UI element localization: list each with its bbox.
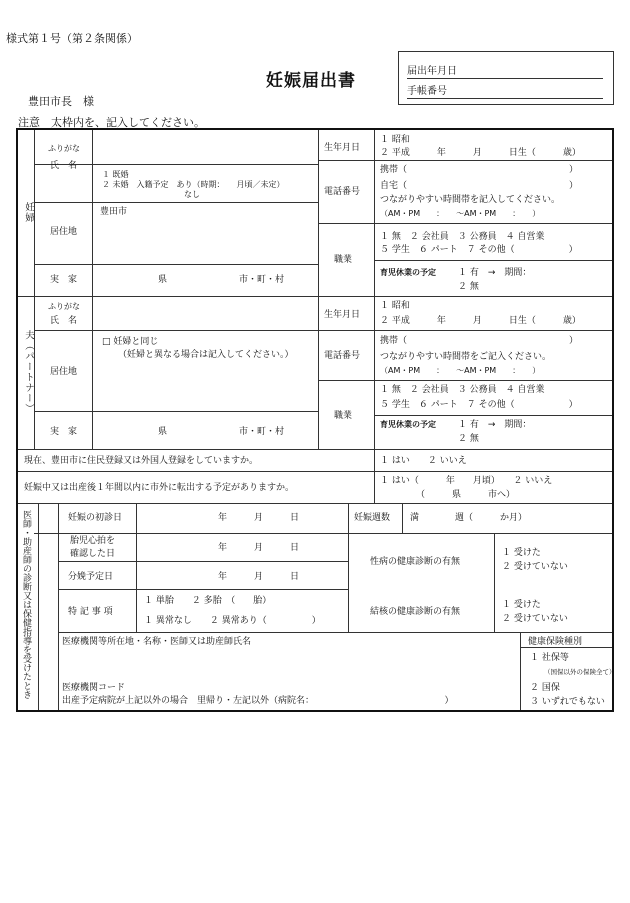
leave-option-1[interactable]: １ 有 → 期間： [458, 420, 532, 430]
marital-option-2[interactable]: ２ 未婚 入籍予定 あり（時期： 月頃／未定） [102, 180, 285, 189]
address-label: 居住地 [50, 227, 78, 237]
partner-section-label: 夫（パートナー） [23, 330, 34, 414]
birth-option-2[interactable]: ２ 平成 年 月 日生（ 歳） [380, 316, 581, 326]
notice-text: 注意 太枠内を、記入してください。 [18, 116, 205, 129]
home-value[interactable]: 県 市・町・村 [158, 427, 285, 437]
heartbeat-label-2: 確認した日 [70, 549, 116, 559]
submission-date-field[interactable]: 届出年月日 [407, 62, 603, 79]
notebook-number-field[interactable]: 手帳番号 [407, 82, 603, 99]
first-visit-label: 妊娠の初診日 [68, 513, 123, 523]
divider [38, 503, 39, 710]
std-check-label: 性病の健康診断の有無 [370, 557, 461, 567]
divider [520, 632, 521, 710]
clinic-label: 医療機関等所在地・名称・医師又は助産師氏名 [62, 637, 252, 647]
leave-option-2[interactable]: ２ 無 [458, 434, 479, 444]
addressee: 豊田市長 様 [28, 95, 94, 108]
phone-mobile[interactable]: 携帯（ ） [380, 165, 579, 175]
phone-mobile[interactable]: 携帯（ ） [380, 336, 579, 346]
same-as-pregnant-checkbox[interactable]: □ 妊婦と同じ [102, 337, 159, 347]
question-moving: 妊娠中又は出産後１年間以内に市外に転出する予定がありますか。 [24, 483, 295, 493]
due-date[interactable]: 年 月 日 [218, 572, 300, 582]
home-value[interactable]: 県 市・町・村 [158, 275, 285, 285]
weeks-value[interactable]: 満 週（ か月） [410, 513, 528, 523]
clinic-code-label: 医療機関コード [62, 683, 126, 693]
divider [34, 202, 318, 203]
special-notes-label: 特 記 事 項 [68, 607, 113, 617]
name-label: 氏 名 [50, 161, 78, 171]
insurance-option-1-note: （国保以外の保険全て） [544, 668, 616, 676]
heartbeat-date[interactable]: 年 月 日 [218, 543, 300, 553]
job-option-row-2[interactable]: ５ 学生 ６ パート ７ その他（ ） [380, 400, 578, 410]
std-check-option-2[interactable]: ２ 受けていない [502, 562, 568, 572]
divider [318, 330, 612, 331]
job-option-row-1[interactable]: １ 無 ２ 会社員 ３ 公務員 ４ 自営業 [380, 232, 545, 242]
divider [374, 415, 612, 416]
first-visit-date[interactable]: 年 月 日 [218, 513, 300, 523]
due-date-label: 分娩予定日 [68, 572, 114, 582]
birth-option-2[interactable]: ２ 平成 年 月 日生（ 歳） [380, 148, 581, 158]
divider [318, 380, 612, 381]
birth-option-1[interactable]: １ 昭和 [380, 135, 410, 145]
job-label: 職業 [334, 255, 353, 265]
moving-answer-1[interactable]: １ はい（ 年 月頃） ２ いいえ [380, 476, 553, 486]
home-label: 実 家 [50, 275, 78, 285]
divider [136, 503, 137, 632]
divider [374, 260, 612, 261]
divider [58, 503, 59, 710]
tb-check-option-1[interactable]: １ 受けた [502, 600, 541, 610]
name-label: 氏 名 [50, 316, 78, 326]
birth-place-label[interactable]: 出産予定病院が上記以外の場合 里帰り・左記以外（病院名： ） [62, 696, 454, 706]
phone-time[interactable]: （AM・PM ： ～AM・PM ： ） [380, 209, 541, 218]
furigana-label: ふりがな [48, 144, 80, 153]
marital-option-1[interactable]: １ 既婚 [102, 170, 129, 179]
weeks-label: 妊娠週数 [354, 513, 391, 523]
divider [318, 130, 319, 449]
std-check-option-1[interactable]: １ 受けた [502, 548, 541, 558]
divider [18, 296, 612, 297]
special-option-row-2[interactable]: １ 異常なし ２ 異常あり（ ） [144, 616, 321, 626]
insurance-option-3[interactable]: ３ いずれでもない [530, 697, 605, 707]
home-label: 実 家 [50, 427, 78, 437]
page-title: 妊娠届出書 [266, 71, 356, 91]
phone-time[interactable]: （AM・PM ： ～AM・PM ： ） [380, 366, 541, 375]
divider [318, 160, 612, 161]
pregnant-section-label: 妊婦 [23, 202, 34, 223]
divider [34, 330, 318, 331]
divider [34, 533, 612, 534]
divider [18, 471, 612, 472]
phone-home[interactable]: 自宅（ ） [380, 181, 579, 191]
phone-label: 電話番号 [324, 351, 361, 361]
leave-label: 育児休業の予定 [380, 268, 436, 277]
question-registration: 現在、豊田市に住民登録又は外国人登録をしていますか。 [24, 456, 259, 466]
date-box [398, 51, 614, 105]
address-label: 居住地 [50, 367, 78, 377]
divider [18, 503, 612, 504]
insurance-label: 健康保険種別 [528, 637, 583, 647]
phone-note: つながりやすい時間帯を記入してください。 [380, 195, 561, 205]
form-table [16, 128, 614, 712]
insurance-option-1[interactable]: １ 社保等 [530, 653, 569, 663]
tb-check-label: 結核の健康診断の有無 [370, 607, 461, 617]
heartbeat-label-1: 胎児心拍を [70, 536, 116, 546]
divider [318, 223, 612, 224]
divider [34, 411, 318, 412]
furigana-label: ふりがな [48, 302, 80, 311]
special-option-row-1[interactable]: １ 単胎 ２ 多胎 （ 胎） [144, 596, 272, 606]
birth-label: 生年月日 [324, 310, 361, 320]
divider [58, 589, 348, 590]
job-option-row-2[interactable]: ５ 学生 ６ パート ７ その他（ ） [380, 245, 578, 255]
form-number: 様式第１号（第２条関係） [6, 32, 138, 45]
divider [402, 503, 403, 533]
divider [18, 449, 612, 450]
tb-check-option-2[interactable]: ２ 受けていない [502, 614, 568, 624]
divider [374, 130, 375, 503]
same-note: （妊婦と異なる場合は記入してください。） [118, 350, 294, 360]
leave-option-2[interactable]: ２ 無 [458, 282, 479, 292]
divider [58, 632, 612, 633]
moving-answer-2[interactable]: （ 県 市へ） [416, 490, 516, 500]
job-option-row-1[interactable]: １ 無 ２ 会社員 ３ 公務員 ４ 自営業 [380, 385, 545, 395]
registration-answer[interactable]: １ はい ２ いいえ [380, 456, 467, 466]
doctor-section-label: 医師・助産師の診断又は保健指導を受けたとき [21, 510, 31, 699]
phone-label: 電話番号 [324, 187, 361, 197]
birth-label: 生年月日 [324, 143, 361, 153]
marital-option-none[interactable]: なし [184, 190, 200, 199]
phone-note: つながりやすい時間帯をご記入ください。 [380, 352, 552, 362]
birth-option-1[interactable]: １ 昭和 [380, 301, 410, 311]
leave-option-1[interactable]: １ 有 → 期間： [458, 268, 532, 278]
divider [92, 130, 93, 449]
address-value[interactable]: 豊田市 [100, 207, 128, 217]
divider [58, 561, 348, 562]
divider [348, 503, 349, 632]
divider [34, 264, 318, 265]
leave-label: 育児休業の予定 [380, 420, 436, 429]
job-label: 職業 [334, 411, 353, 421]
insurance-option-2[interactable]: ２ 国保 [530, 683, 560, 693]
divider [494, 533, 495, 632]
